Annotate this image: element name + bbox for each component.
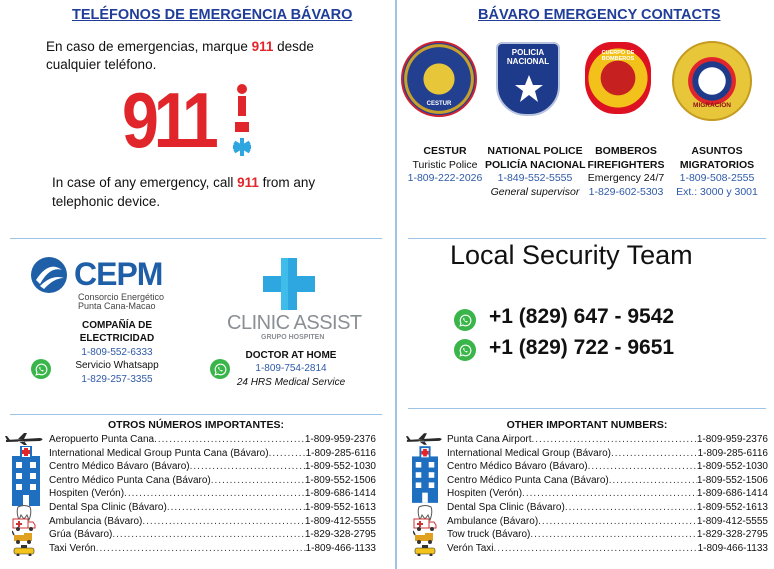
list-item-phone[interactable]: 1-809-412-5555 (696, 515, 768, 527)
list-item-name: Centro Médico Punta Cana (Bávaro) (447, 474, 609, 486)
list-item (447, 487, 768, 501)
list-item-name: Grúa (Bávaro) (49, 529, 113, 541)
en-text-b: from any telephonic device. (52, 175, 316, 209)
clinic-assist-logo-text: CLINIC ASSIST (227, 312, 362, 334)
airplane-icon (405, 432, 445, 446)
clinic-assist-logo-sub: GRUPO HOSPITEN (261, 334, 325, 341)
whatsapp-icon (454, 339, 476, 361)
list-item-name: Aeropuerto Punta Cana (49, 434, 155, 445)
list-item-name: Centro Médico Punta Cana (Bávaro) (49, 474, 211, 486)
clinic-info (226, 349, 356, 389)
list-item-phone[interactable]: 1-809-466-1133 (697, 542, 768, 554)
list-item (49, 528, 376, 542)
left-divider-2 (10, 414, 382, 415)
list-item (49, 460, 376, 474)
list-item (447, 460, 768, 474)
list-item-phone[interactable]: 1-809-686-1414 (696, 488, 768, 500)
cepm-phone[interactable]: 1-809-552-6333 (81, 346, 153, 358)
cepm-swirl-icon (30, 256, 68, 294)
clinic-phone[interactable]: 1-809-754-2814 (255, 363, 327, 375)
agency-desc: Emergency 24/7 (587, 172, 665, 184)
cestur-badge (401, 41, 477, 117)
clinic-name: DOCTOR AT HOME (245, 350, 337, 361)
medical-cross-icon (261, 256, 317, 312)
cepm-logo-sub1: Consorcio Energético (78, 292, 165, 302)
cepm-logo (30, 256, 180, 311)
right-divider-2 (408, 408, 766, 409)
right-title: BÁVARO EMERGENCY CONTACTS (478, 7, 721, 23)
taxi-icon (414, 544, 436, 556)
security-title: Local Security Team (450, 240, 693, 270)
list-item-name: Centro Médico Bávaro (Bávaro) (49, 461, 190, 473)
tow-truck-icon (413, 530, 437, 544)
ambulance-icon (12, 517, 36, 531)
list-item-phone[interactable]: 1-829-328-2795 (696, 529, 768, 541)
spanish-instructions (46, 38, 326, 74)
list-item (447, 515, 768, 529)
911-service-icons (232, 82, 256, 158)
list-item (49, 487, 376, 501)
es-text-b: desde cualquier teléfono. (46, 39, 314, 72)
list-item (49, 501, 376, 515)
whatsapp-icon (31, 359, 51, 379)
agency-name-2: FIREFIGHTERS (587, 158, 665, 171)
left-title: TELÉFONOS DE EMERGENCIA BÁVARO (72, 7, 353, 23)
en-911: 911 (237, 175, 259, 190)
right-divider-1 (408, 238, 766, 239)
list-item-name: Hospiten (Verón) (447, 488, 523, 500)
cepm-info (57, 319, 177, 386)
hospital-building-icon (412, 446, 438, 504)
agency-name: CESTUR (423, 145, 467, 157)
agency-extra: General supervisor (490, 185, 580, 198)
firefighters-badge (585, 42, 651, 114)
list-item (447, 474, 768, 488)
cepm-wa-phone[interactable]: 1-829-257-3355 (81, 373, 153, 385)
agency-desc: Turistic Police (412, 158, 478, 171)
agency-cestur (396, 145, 494, 186)
airplane-icon (4, 432, 46, 446)
list-item (49, 433, 376, 447)
list-item (49, 515, 376, 529)
list-item-name: Dental Spa Clinic (Bávaro) (447, 501, 565, 513)
list-item-phone[interactable]: 1-809-466-1133 (305, 542, 376, 554)
list-item-name: Punta Cana Airport (447, 434, 532, 445)
en-text-a: In case of any emergency, call (52, 175, 238, 190)
cepm-name-1: COMPAÑÍA DE (82, 320, 152, 331)
list-item-phone[interactable]: 1-809-552-1613 (696, 501, 768, 513)
agency-phone[interactable]: 1-829-602-5303 (588, 185, 664, 198)
list-item-name: Verón Taxi (447, 542, 494, 554)
right-important-list (447, 433, 768, 555)
911-logo (122, 76, 230, 164)
list-item-name: Ambulancia (Bávaro) (49, 515, 143, 527)
list-item-phone[interactable]: 1-809-552-1030 (696, 461, 768, 473)
cepm-logo-text: CEPM (74, 256, 163, 292)
list-item-phone[interactable]: 1-809-552-1030 (304, 461, 376, 473)
list-item-phone[interactable]: 1-809-686-1414 (304, 488, 376, 500)
list-item-name: Taxi Verón (49, 542, 96, 554)
list-item-name: Hospiten (Verón) (49, 488, 125, 500)
list-item-name: Centro Médico Bávaro (Bávaro) (447, 461, 588, 473)
agency-name: BOMBEROS (595, 145, 657, 157)
list-item-phone[interactable]: 1-809-285-6116 (697, 447, 768, 459)
agency-name: ASUNTOS (691, 145, 743, 157)
clinic-assist-logo (225, 256, 360, 344)
list-item (447, 447, 768, 461)
agency-name-2: MIGRATORIOS (679, 158, 755, 171)
es-text-a: En caso de emergencias, marque (46, 39, 252, 54)
left-important-list (49, 433, 376, 555)
list-item-phone[interactable]: 1-809-285-6116 (305, 447, 376, 459)
tow-truck-icon (12, 530, 36, 544)
whatsapp-icon (210, 359, 230, 379)
clinic-note: 24 HRS Medical Service (236, 376, 346, 388)
taxi-icon (13, 544, 35, 556)
list-item-phone[interactable]: 1-829-328-2795 (304, 529, 376, 541)
agency-phone[interactable]: 1-809-222-2026 (407, 172, 483, 184)
list-item (49, 542, 376, 556)
firefighters-badge-text: CUERPO DE BOMBEROS (601, 50, 635, 62)
whatsapp-icon (454, 309, 476, 331)
agency-firefighters (580, 145, 672, 199)
police-badge-text: POLICIA NACIONAL (506, 48, 550, 66)
list-item (49, 474, 376, 488)
agency-migration (670, 145, 764, 199)
agency-phone[interactable]: 1-809-508-2555 (679, 172, 755, 184)
list-item-phone[interactable]: 1-809-412-5555 (304, 515, 376, 527)
agency-extra: Ext.: 3000 y 3001 (676, 185, 758, 198)
cepm-wa-label: Servicio Whatsapp (75, 360, 159, 372)
security-phone-1[interactable]: +1 (829) 647 - 9542 (489, 305, 675, 328)
left-list-title: OTROS NÚMEROS IMPORTANTES: (108, 419, 284, 431)
police-star-icon (514, 74, 544, 104)
list-item-phone[interactable]: 1-809-959-2376 (696, 434, 768, 445)
agency-name: NATIONAL POLICE (487, 145, 583, 157)
list-item (49, 447, 376, 461)
ambulance-icon (413, 517, 437, 531)
911-big-number: 911 (122, 76, 214, 164)
cestur-badge-text: CESTUR (426, 101, 452, 107)
list-item-name: International Medical Group (Bávaro) (447, 447, 611, 459)
migration-badge-text: MIGRACION (693, 102, 731, 109)
list-item (447, 501, 768, 515)
list-item-phone[interactable]: 1-809-552-1506 (696, 474, 768, 486)
cepm-name-2: ELECTRICIDAD (79, 333, 155, 345)
right-list-title: OTHER IMPORTANT NUMBERS: (506, 419, 668, 431)
list-item-phone[interactable]: 1-809-959-2376 (304, 434, 376, 445)
es-911: 911 (251, 39, 274, 54)
english-instructions (52, 173, 327, 211)
list-item (447, 433, 768, 447)
agency-police (485, 145, 585, 199)
police-badge (496, 42, 560, 116)
agency-name-2: POLICÍA NACIONAL (485, 158, 586, 171)
list-item (447, 528, 768, 542)
list-item-name: Tow truck (Bávaro) (447, 529, 531, 541)
list-item (447, 542, 768, 556)
migration-badge (672, 41, 752, 121)
list-item-phone[interactable]: 1-809-552-1506 (304, 474, 376, 486)
list-item-name: International Medical Group Punta Cana (Bávaro) (49, 447, 269, 459)
list-item-phone[interactable]: 1-809-552-1613 (304, 501, 376, 513)
list-item-name: Dental Spa Clinic (Bávaro) (49, 501, 167, 513)
cepm-logo-sub2: Punta Cana-Macao (78, 301, 156, 311)
left-divider-1 (10, 238, 382, 239)
agency-phone[interactable]: 1-849-552-5555 (497, 172, 573, 184)
security-phone-2[interactable]: +1 (829) 722 - 9651 (489, 336, 675, 359)
hospital-building-icon (12, 446, 40, 506)
list-item-name: Ambulance (Bávaro) (447, 515, 539, 527)
